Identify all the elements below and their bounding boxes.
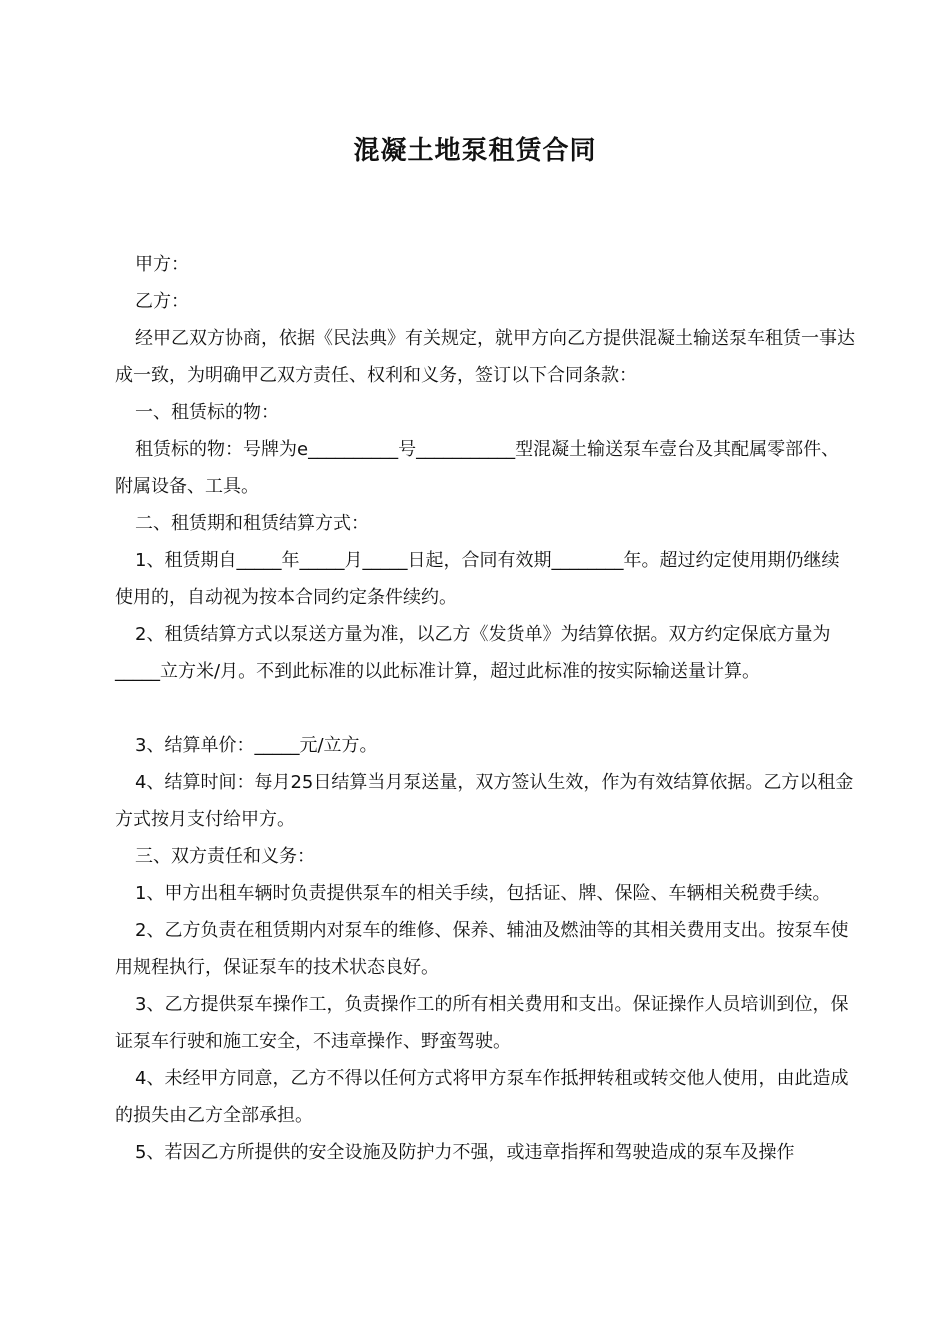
- blank-line: [115, 690, 855, 727]
- document-body: [115, 246, 855, 1171]
- clause-3-1: 1、甲方出租车辆时负责提供泵车的相关手续，包括证、牌、保险、车辆相关税费手续。: [135, 883, 831, 904]
- clause-3-3: 3、乙方提供泵车操作工，负责操作工的所有相关费用和支出。保证操作人员培训到位，保证泵车行驶和施工安全，不违章操作、野蛮驾驶。: [115, 994, 849, 1052]
- lease-object-paragraph: 租赁标的物：号牌为e__________号___________型混凝土输送泵车壹台及其配属零部件、附属设备、工具。: [115, 439, 840, 497]
- party-b-line: 乙方：: [135, 291, 189, 312]
- section-heading-2: 二、租赁期和租赁结算方式：: [135, 513, 369, 534]
- clause-3-5: 5、若因乙方所提供的安全设施及防护力不强，或违章指挥和驾驶造成的泵车及操作: [135, 1142, 795, 1163]
- party-a-line: 甲方：: [135, 254, 189, 275]
- clause-3-4: 4、未经甲方同意，乙方不得以任何方式将甲方泵车作抵押转租或转交他人使用，由此造成的损失由乙方全部承担。: [115, 1068, 849, 1126]
- clause-2-1: 1、租赁期自_____年_____月_____日起，合同有效期________年。超过约定使用期仍继续使用的，自动视为按本合同约定条件续约。: [115, 550, 840, 608]
- preamble-paragraph: 经甲乙双方协商，依据《民法典》有关规定，就甲方向乙方提供混凝土输送泵车租赁一事达成一致，为明确甲乙双方责任、权利和义务，签订以下合同条款：: [115, 328, 855, 386]
- clause-2-4: 4、结算时间：每月25日结算当月泵送量，双方签认生效，作为有效结算依据。乙方以租金方式按月支付给甲方。: [115, 772, 854, 830]
- clause-2-2: 2、租赁结算方式以泵送方量为准，以乙方《发货单》为结算依据。双方约定保底方量为_____立方米/月。不到此标准的以此标准计算，超过此标准的按实际输送量计算。: [115, 624, 831, 682]
- clause-2-3: 3、结算单价：_____元/立方。: [135, 735, 378, 756]
- clause-3-2: 2、乙方负责在租赁期内对泵车的维修、保养、辅油及燃油等的其相关费用支出。按泵车使用规程执行，保证泵车的技术状态良好。: [115, 920, 849, 978]
- section-heading-3: 三、双方责任和义务：: [135, 846, 315, 867]
- section-heading-1: 一、租赁标的物：: [135, 402, 279, 423]
- document-title: 混凝土地泵租赁合同: [353, 136, 597, 166]
